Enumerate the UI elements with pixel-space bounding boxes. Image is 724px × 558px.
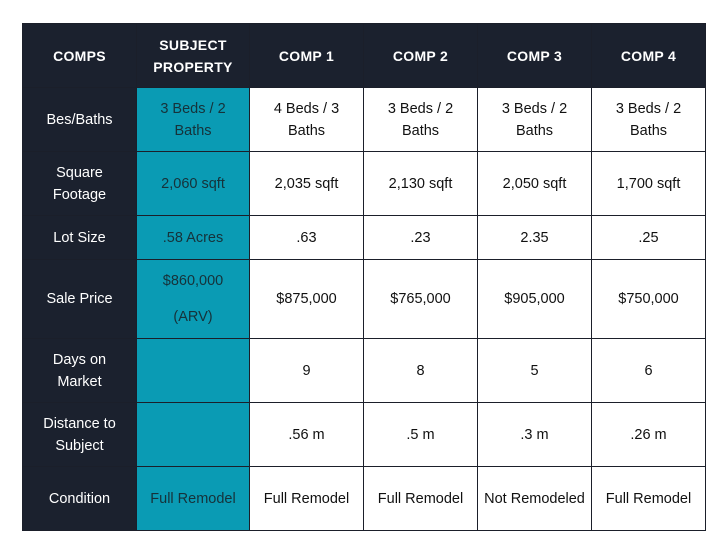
comp-cell: Not Remodeled: [478, 467, 592, 531]
subject-cell: [137, 260, 250, 339]
comps-table: [22, 23, 706, 531]
comp-cell: 8: [364, 339, 478, 403]
comp-cell: 6: [592, 339, 706, 403]
comp-cell: 1,700 sqft: [592, 152, 706, 216]
comp-cell: 2,050 sqft: [478, 152, 592, 216]
comps-table-container: [22, 23, 706, 531]
header-comp-1: COMP 1: [250, 24, 364, 88]
comp-cell: 9: [250, 339, 364, 403]
comp-cell: Full Remodel: [250, 467, 364, 531]
table-row: [23, 152, 706, 216]
row-label: Sale Price: [23, 260, 137, 339]
table-row: [23, 88, 706, 152]
comp-cell: 3 Beds / 2 Baths: [592, 88, 706, 152]
header-row: [23, 24, 706, 88]
table-row: [23, 260, 706, 339]
table-row: [23, 467, 706, 531]
comp-cell: 5: [478, 339, 592, 403]
subject-cell: 2,060 sqft: [137, 152, 250, 216]
comp-cell: Full Remodel: [592, 467, 706, 531]
subject-arv-note: (ARV): [173, 309, 213, 325]
subject-cell: [137, 403, 250, 467]
row-label: Condition: [23, 467, 137, 531]
row-label: Square Footage: [23, 152, 137, 216]
row-label: Distance to Subject: [23, 403, 137, 467]
comp-cell: $905,000: [478, 260, 592, 339]
subject-cell: 3 Beds / 2 Baths: [137, 88, 250, 152]
header-comp-2: COMP 2: [364, 24, 478, 88]
header-subject-property: SUBJECT PROPERTY: [137, 24, 250, 88]
comp-cell: .23: [364, 216, 478, 260]
comp-cell: $875,000: [250, 260, 364, 339]
comp-cell: .56 m: [250, 403, 364, 467]
comp-cell: .63: [250, 216, 364, 260]
subject-cell: Full Remodel: [137, 467, 250, 531]
comp-cell: .5 m: [364, 403, 478, 467]
header-comp-4: COMP 4: [592, 24, 706, 88]
subject-cell: .58 Acres: [137, 216, 250, 260]
table-row: [23, 339, 706, 403]
comp-cell: Full Remodel: [364, 467, 478, 531]
comp-cell: .25: [592, 216, 706, 260]
comp-cell: 2.35: [478, 216, 592, 260]
row-label: Days on Market: [23, 339, 137, 403]
table-row: [23, 403, 706, 467]
row-label: Bes/Baths: [23, 88, 137, 152]
comp-cell: 4 Beds / 3 Baths: [250, 88, 364, 152]
comp-cell: $765,000: [364, 260, 478, 339]
header-comp-3: COMP 3: [478, 24, 592, 88]
comp-cell: 3 Beds / 2 Baths: [364, 88, 478, 152]
comp-cell: .3 m: [478, 403, 592, 467]
subject-sale-price: $860,000: [162, 273, 224, 289]
header-comps: COMPS: [23, 24, 137, 88]
comp-cell: .26 m: [592, 403, 706, 467]
subject-cell: [137, 339, 250, 403]
comp-cell: 2,130 sqft: [364, 152, 478, 216]
comp-cell: $750,000: [592, 260, 706, 339]
comp-cell: 2,035 sqft: [250, 152, 364, 216]
table-row: [23, 216, 706, 260]
row-label: Lot Size: [23, 216, 137, 260]
comp-cell: 3 Beds / 2 Baths: [478, 88, 592, 152]
